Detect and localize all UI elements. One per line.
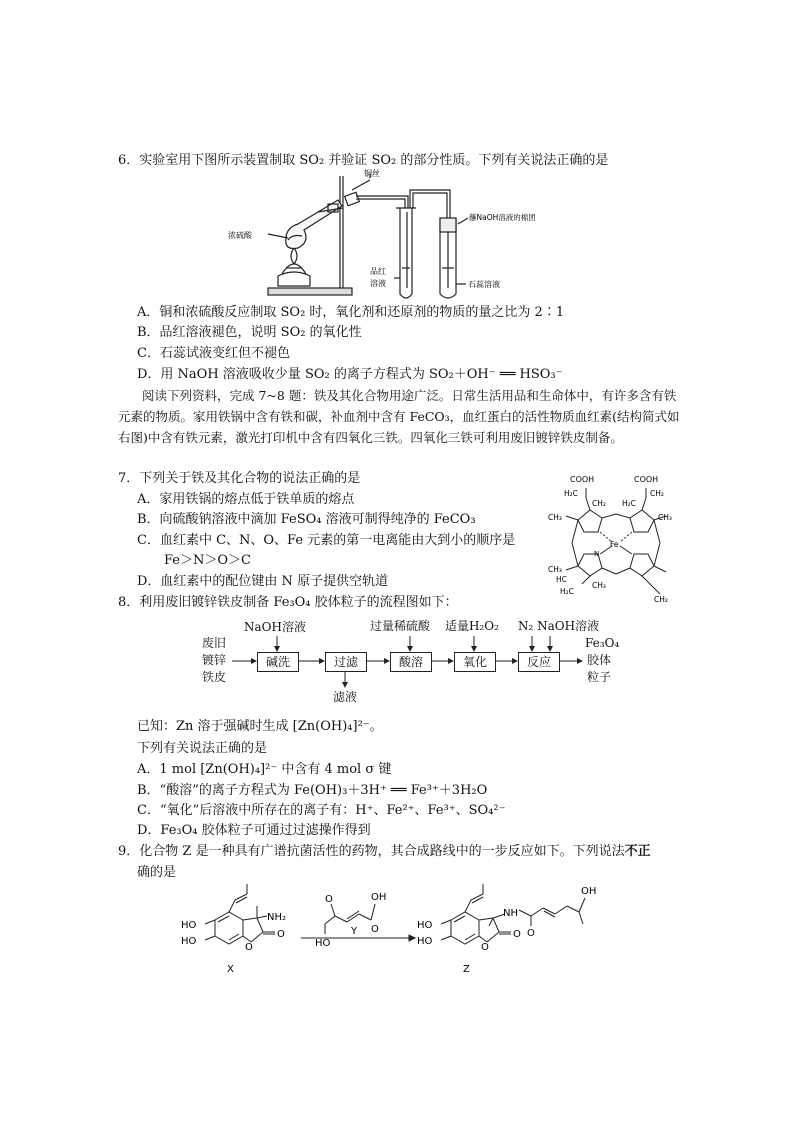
flow-start-1: 废旧 bbox=[202, 636, 227, 650]
q9-stem-part1: 9．化合物 Z 是一种具有广谱抗菌活性的药物，其合成路线中的一步反应如下。下列说法 bbox=[118, 844, 625, 859]
label-magenta-solution: 溶液 bbox=[370, 279, 386, 288]
flow-product-2: 胶体 bbox=[587, 653, 612, 667]
q9-reaction-scheme bbox=[175, 876, 645, 980]
q6-apparatus-diagram bbox=[228, 168, 558, 306]
label-magenta: 品红 bbox=[370, 267, 386, 276]
y-o-top: O bbox=[325, 894, 333, 905]
heme-h2c-vinyl: H₂C bbox=[560, 587, 574, 596]
label-litmus: 石蕊溶液 bbox=[468, 280, 500, 289]
flow-arrows bbox=[230, 630, 600, 690]
x-ho-bottom: HO bbox=[181, 936, 197, 947]
reading-passage: 阅读下列资料，完成 7~8 题：铁及其化合物用途广泛。日常生活用品和生命体中，有许多含有铁元素的物质。家用铁锅中含有铁和碳，补血剂中含有 FeCO₃，血红蛋白的活性物质血红素(结构简式如右图)中含有铁元素，激光打印机中含有四氧化三铁。四氧化三铁可利用废旧镀锌铁皮制备。 bbox=[118, 388, 680, 445]
z-carbonyl-o: O bbox=[513, 929, 521, 940]
heme-cooh-right: COOH bbox=[634, 475, 659, 484]
flow-step-acid-dissolve: 酸溶 bbox=[390, 652, 432, 672]
x-carbonyl-o: O bbox=[277, 929, 285, 940]
flow-step-oxidize: 氧化 bbox=[454, 652, 496, 672]
y-label: Y bbox=[351, 926, 358, 937]
heme-ch3-a: CH₃ bbox=[548, 513, 562, 522]
flow-filtrate: 滤液 bbox=[333, 690, 358, 704]
z-ring-o: O bbox=[481, 942, 489, 953]
z-amide-o: O bbox=[527, 928, 535, 939]
z-nh: NH bbox=[503, 908, 518, 919]
q6-option-c: C．石蕊试液变红但不褪色 bbox=[137, 346, 290, 361]
heme-hc: HC bbox=[556, 575, 567, 584]
heme-ch3-d: CH₃ bbox=[592, 581, 606, 590]
y-o-right: O bbox=[371, 924, 379, 935]
flow-reagent-n2-naoh: N₂ NaOH溶液 bbox=[518, 619, 600, 633]
heme-cooh-left: COOH bbox=[570, 475, 595, 484]
q9-stem-bold: 不正 bbox=[624, 844, 651, 859]
q8-option-c: C．“氧化”后溶液中所存在的离子有：H⁺、Fe²⁺、Fe³⁺、SO₄²⁻ bbox=[137, 803, 506, 818]
x-nh2: NH₂ bbox=[267, 912, 287, 923]
heme-structure bbox=[542, 470, 682, 606]
z-ho-top: HO bbox=[417, 920, 433, 931]
x-ring-o: O bbox=[245, 942, 253, 953]
heme-ch3-b: CH₃ bbox=[658, 513, 672, 522]
x-label: X bbox=[227, 964, 234, 975]
q8-known: 已知：Zn 溶于强碱时生成 [Zn(OH)₄]²⁻。 bbox=[137, 719, 383, 734]
flow-product-1: Fe₃O₄ bbox=[585, 636, 620, 650]
label-conc-sulfuric-acid: 浓硫酸 bbox=[228, 231, 252, 240]
flow-product-3: 粒子 bbox=[587, 670, 612, 684]
q7-stem: 7．下列关于铁及其化合物的说法正确的是 bbox=[118, 471, 361, 486]
flow-reagent-naoh: NaOH溶液 bbox=[244, 620, 306, 634]
z-ho-bottom: HO bbox=[417, 936, 433, 947]
flow-reagent-h2o2: 适量H₂O₂ bbox=[445, 619, 499, 633]
q8-ask: 下列有关说法正确的是 bbox=[137, 741, 268, 756]
flow-start-2: 镀锌 bbox=[202, 653, 227, 667]
q6-stem: 6．实验室用下图所示装置制取 SO₂ 并验证 SO₂ 的部分性质。下列有关说法正确的是 bbox=[118, 153, 609, 168]
heme-n: N bbox=[594, 550, 600, 558]
q6-option-d: D．用 NaOH 溶液吸收少量 SO₂ 的离子方程式为 SO₂＋OH⁻ ══ HSO₃⁻ bbox=[137, 367, 563, 382]
heme-ch2-left: CH₂ bbox=[592, 499, 606, 508]
x-ho-top: HO bbox=[181, 920, 197, 931]
heme-h2c-left: H₂C bbox=[564, 489, 578, 498]
heme-h2c-right: H₂C bbox=[622, 499, 636, 508]
q6-option-a: A．铜和浓硫酸反应制取 SO₂ 时，氧化剂和还原剂的物质的量之比为 2∶1 bbox=[137, 305, 565, 320]
label-naoh-cotton: 蘸NaOH溶液的棉团 bbox=[469, 213, 536, 222]
q9-stem-part2: 确的是 bbox=[137, 865, 177, 880]
q8-option-b: B．“酸溶”的离子方程式为 Fe(OH)₃＋3H⁺ ══ Fe³⁺＋3H₂O bbox=[137, 783, 488, 798]
q7-option-b: B．向硫酸钠溶液中滴加 FeSO₄ 溶液可制得纯净的 FeCO₃ bbox=[137, 512, 476, 527]
heme-ch2-vinyl: CH₂ bbox=[654, 595, 668, 604]
flow-reagent-h2so4: 过量稀硫酸 bbox=[370, 619, 431, 633]
y-ho: HO bbox=[315, 938, 331, 949]
q7-option-d: D．血红素中的配位键由 N 原子提供空轨道 bbox=[137, 574, 389, 589]
q9-stem bbox=[118, 843, 651, 861]
q6-option-b: B．品红溶液褪色，说明 SO₂ 的氧化性 bbox=[137, 325, 362, 340]
flow-start-3: 铁皮 bbox=[202, 670, 227, 684]
q8-option-a: A．1 mol [Zn(OH)₄]²⁻ 中含有 4 mol σ 键 bbox=[137, 762, 392, 777]
heme-fe: Fe bbox=[610, 540, 619, 549]
flow-step-filter: 过滤 bbox=[325, 652, 367, 672]
flow-step-react: 反应 bbox=[518, 652, 560, 672]
z-label: Z bbox=[463, 964, 470, 975]
q8-stem: 8．利用废旧镀锌铁皮制备 Fe₃O₄ 胶体粒子的流程图如下： bbox=[118, 595, 458, 610]
z-oh: OH bbox=[581, 886, 597, 897]
label-copper-wire: 铜丝 bbox=[364, 169, 380, 178]
heme-ch3-c: CH₃ bbox=[548, 565, 562, 574]
q7-option-c-order: Fe＞N＞O＞C bbox=[164, 553, 251, 568]
flow-step-alkali-wash: 碱洗 bbox=[257, 652, 299, 672]
y-oh: OH bbox=[371, 892, 387, 903]
heme-ch2-right: CH₂ bbox=[650, 489, 664, 498]
q7-option-a: A．家用铁锅的熔点低于铁单质的熔点 bbox=[137, 492, 355, 507]
q8-option-d: D．Fe₃O₄ 胶体粒子可通过过滤操作得到 bbox=[137, 823, 371, 838]
q7-option-c: C．血红素中 C、N、O、Fe 元素的第一电离能由大到小的顺序是 bbox=[137, 533, 516, 548]
